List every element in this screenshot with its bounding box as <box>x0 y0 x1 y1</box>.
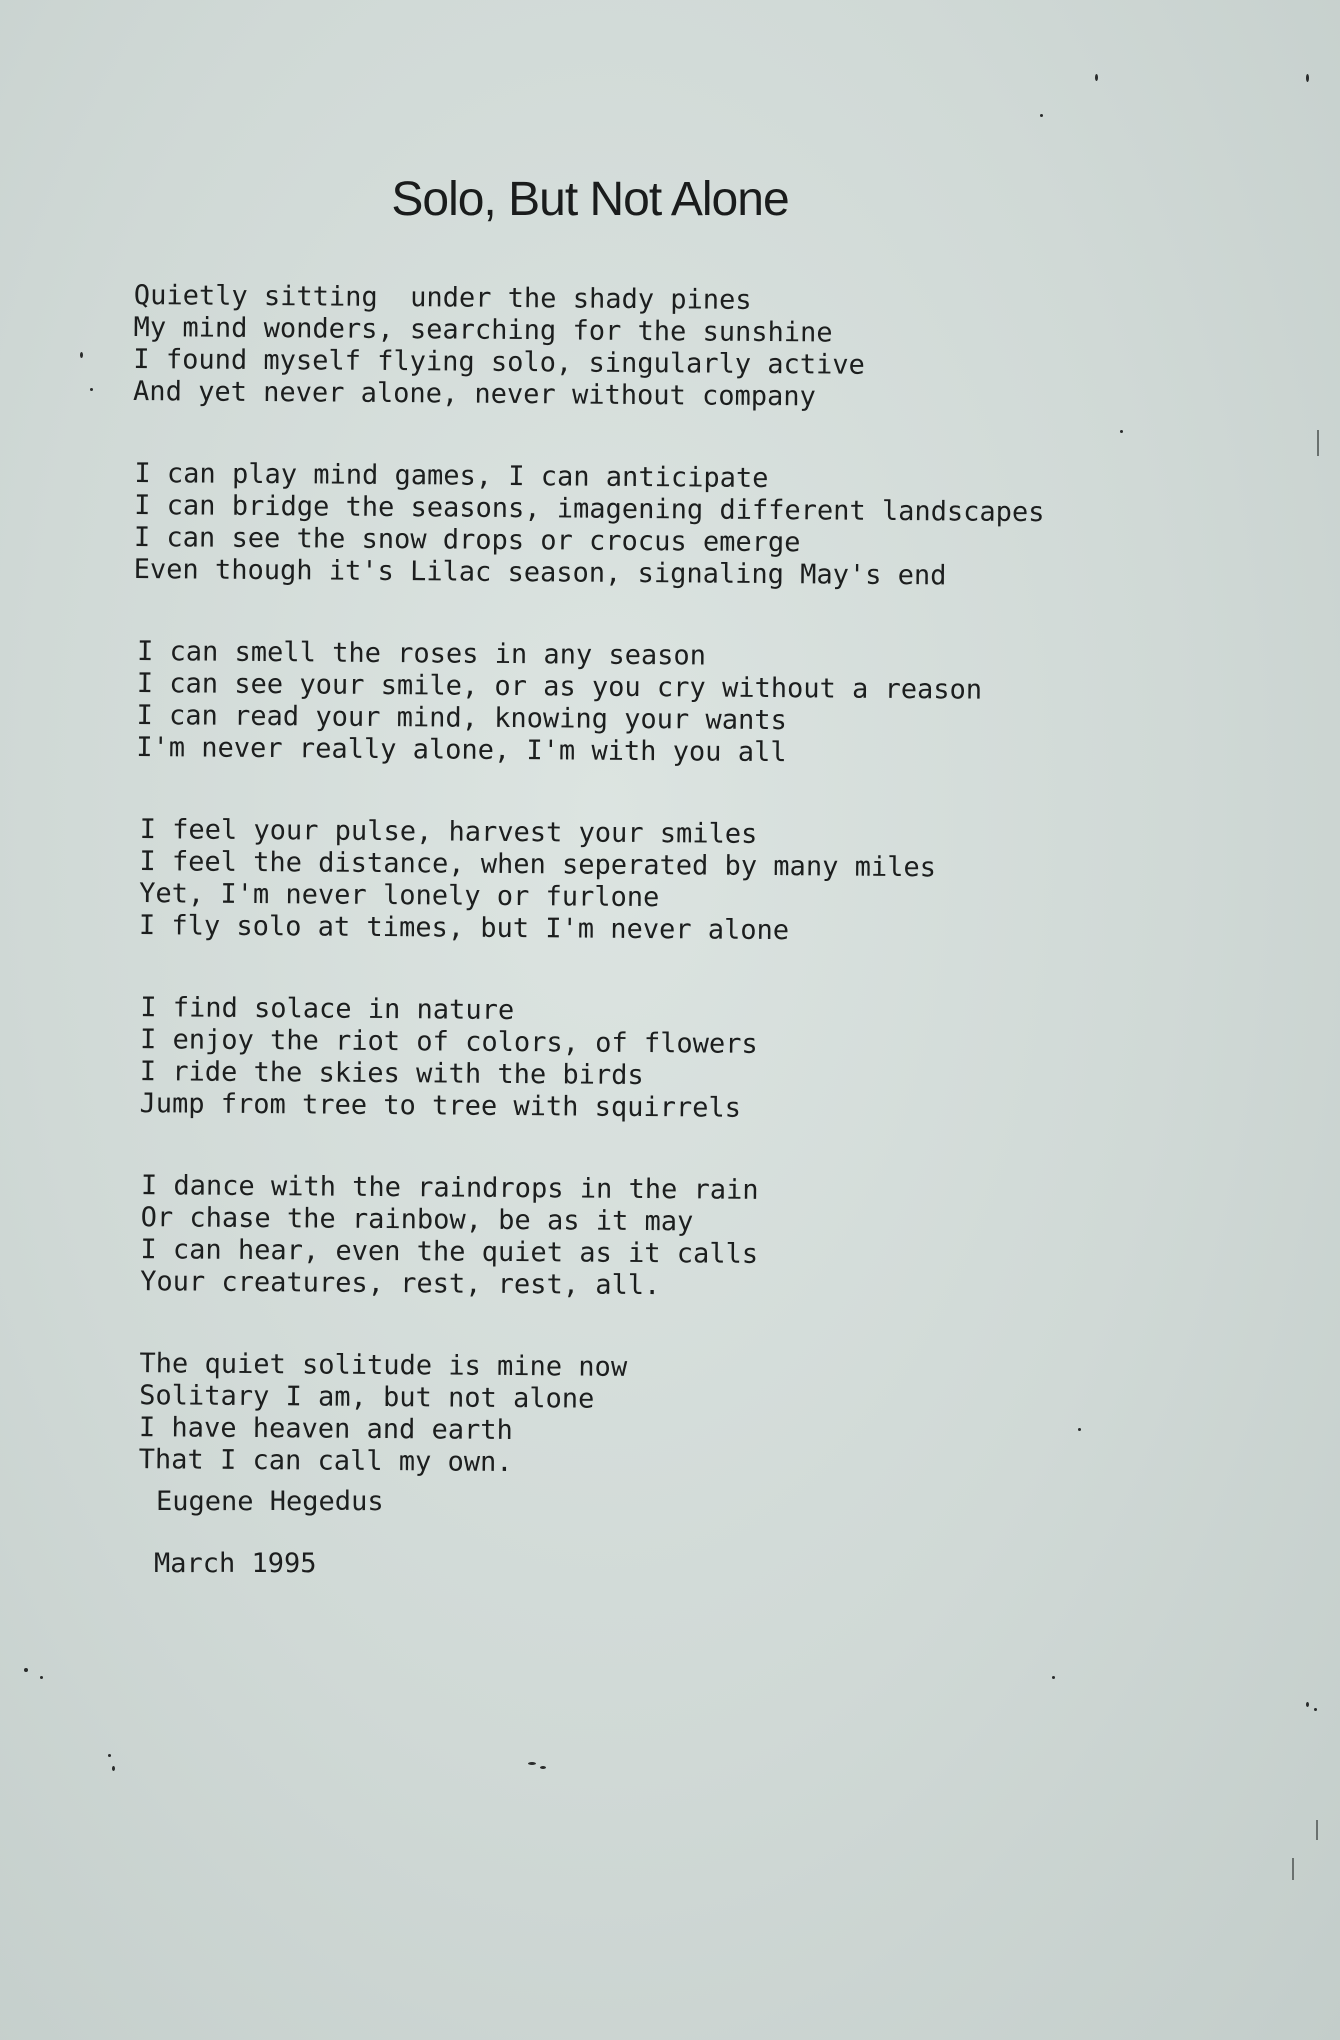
poem-line: Solitary I am, but not alone <box>139 1380 595 1415</box>
paper-speck <box>1120 430 1123 433</box>
poem-line: I ride the skies with the birds <box>139 1056 644 1092</box>
poem-line: I can bridge the seasons, imagening different landscapes <box>134 490 1045 529</box>
paper-speck <box>80 352 83 358</box>
stanza-4 <box>139 814 1280 951</box>
poem-title: Solo, But Not Alone <box>391 173 789 226</box>
poem-line: I find solace in nature <box>140 992 515 1027</box>
poem-date: March 1995 <box>154 1548 317 1579</box>
paper-speck <box>528 1762 536 1765</box>
poem-line: I dance with the raindrops in the rain <box>140 1170 759 1206</box>
poem-line: I feel the distance, when seperated by many miles <box>139 846 937 884</box>
paper-speck <box>1306 1702 1309 1707</box>
poem-line: I fly solo at times, but I'm never alone <box>138 910 790 947</box>
poem-line: I can see the snow drops or crocus emerge <box>133 522 801 559</box>
stanza-5 <box>139 992 1278 1129</box>
stanza-3 <box>136 636 1281 773</box>
paper-speck <box>1095 74 1098 81</box>
poem-line: And yet never alone, never without company <box>133 375 816 413</box>
poem-line: That I can call my own. <box>138 1444 513 1479</box>
poem-line: I can see your smile, or as you cry without a reason <box>136 668 983 706</box>
poem-body <box>124 280 1284 1535</box>
paper-speck <box>1040 114 1043 117</box>
poem-line: I found myself flying solo, singularly active <box>133 343 865 381</box>
paper-edge-mark <box>1316 1820 1318 1840</box>
poem-line: I can read your mind, knowing your wants <box>136 700 787 737</box>
poem-line: Jump from tree to tree with squirrels <box>139 1088 742 1124</box>
poem-line: I have heaven and earth <box>138 1412 513 1447</box>
poem-line: I can smell the roses in any season <box>136 636 707 672</box>
poem-line: I feel your pulse, harvest your smiles <box>139 814 758 850</box>
paper-edge-mark <box>1292 1858 1294 1880</box>
poem-line: Even though it's Lilac season, signaling May's end <box>133 554 947 592</box>
poem-line: I can play mind games, I can anticipate <box>134 458 769 494</box>
paper-speck <box>40 1676 43 1679</box>
paper-speck <box>1306 74 1309 82</box>
author-signature: Eugene Hegedus <box>156 1486 384 1517</box>
poem-line: Yet, I'm never lonely or furlone <box>139 878 660 914</box>
poem-line: Your creatures, rest, rest, all. <box>140 1266 661 1302</box>
paper-speck <box>1314 1708 1317 1711</box>
stanza-6 <box>140 1170 1277 1307</box>
paper-speck <box>108 1754 111 1757</box>
poem-line: I can hear, even the quiet as it calls <box>140 1234 759 1270</box>
poem-line: The quiet solitude is mine now <box>139 1348 628 1383</box>
paper-speck <box>112 1766 115 1771</box>
poem-line: Or chase the rainbow, be as it may <box>140 1202 694 1238</box>
stanza-7 <box>139 1348 1276 1485</box>
paper-speck <box>1052 1676 1055 1679</box>
poem-line: Quietly sitting under the shady pines <box>133 280 752 316</box>
paper-speck <box>540 1766 546 1769</box>
paper-edge-mark <box>1317 430 1319 456</box>
poem-line: I'm never really alone, I'm with you all <box>136 732 787 769</box>
paper-speck <box>24 1668 28 1672</box>
poem-line: My mind wonders, searching for the sunshine <box>133 311 833 349</box>
stanza-1 <box>133 280 1284 417</box>
paper-speck <box>90 388 93 391</box>
paper-speck <box>1078 1428 1081 1431</box>
stanza-2 <box>134 458 1283 595</box>
poem-line: I enjoy the riot of colors, of flowers <box>139 1024 758 1060</box>
